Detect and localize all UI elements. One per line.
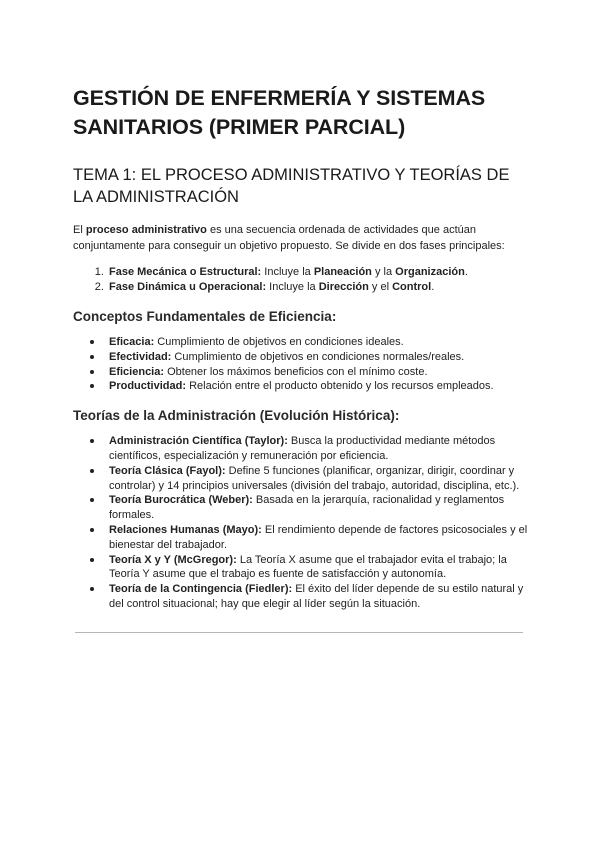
phase-text: . (431, 281, 435, 293)
phase-text: y la (371, 266, 396, 278)
item-text: Relación entre el producto obtenido y los recursos empleados. (186, 380, 494, 393)
topic-title: TEMA 1: EL PROCESO ADMINISTRATIVO Y TEORÍAS DE LA ADMINISTRACIÓN (73, 166, 510, 206)
phase-text: Incluye la (261, 266, 314, 278)
item-term: Administración Científica (Taylor): (109, 435, 288, 448)
phase-item (107, 280, 533, 295)
list-item (107, 350, 533, 365)
document-page (73, 84, 533, 612)
list-item (107, 464, 533, 494)
list-item (107, 335, 533, 350)
intro-text-pre: El (73, 224, 86, 236)
phase-label: Fase Dinámica u Operacional: (109, 281, 267, 293)
list-item (107, 582, 533, 612)
efficiency-heading: Conceptos Fundamentales de Eficiencia: (73, 309, 337, 324)
item-term: Efectividad: (109, 350, 172, 363)
item-term: Teoría de la Contingencia (Fiedler): (109, 583, 293, 596)
document-title: GESTIÓN DE ENFERMERÍA Y SISTEMAS SANITARIOS (PRIMER PARCIAL) (73, 86, 486, 139)
item-text: Basada en la jerarquía, racionalidad y reglamentos formales. (109, 494, 505, 522)
theories-list (73, 434, 533, 612)
phase-text: y el (368, 281, 393, 293)
list-item (107, 493, 533, 523)
phase-term-b: Organización (395, 266, 465, 278)
item-term: Relaciones Humanas (Mayo): (109, 523, 262, 536)
item-term: Teoría Burocrática (Weber): (109, 494, 253, 507)
item-term: Teoría Clásica (Fayol): (109, 464, 226, 477)
item-text: Obtener los máximos beneficios con el mínimo coste. (164, 365, 428, 378)
intro-text-post: es una secuencia ordenada de actividades que actúan conjuntamente para conseguir un objetivo propuesto. Se divide en dos fases principales: (73, 224, 505, 252)
item-term: Eficiencia: (109, 365, 165, 378)
phase-item (107, 265, 533, 280)
horizontal-divider (75, 632, 523, 633)
item-text: El rendimiento depende de factores psicosociales y el bienestar del trabajador. (109, 523, 528, 551)
item-text: Define 5 funciones (planificar, organizar, dirigir, coordinar y controlar) y 14 principios universales (división del trabajo, autoridad, disciplina, etc.). (109, 464, 520, 492)
item-text: Busca la productividad mediante métodos científicos, especialización y remuneración por eficiencia. (109, 435, 496, 462)
item-text: La Teoría X asume que el trabajador evita el trabajo; la Teoría Y asume que el trabajo es fuente de satisfacción y autonomía. (109, 553, 507, 581)
item-term: Teoría X y Y (McGregor): (109, 553, 237, 566)
item-text: El éxito del líder depende de su estilo natural y del control situacional; hay que elegir al líder según la situación. (109, 583, 524, 610)
intro-bold-term: proceso administrativo (85, 224, 207, 236)
efficiency-list (73, 335, 533, 394)
phases-list (73, 265, 533, 295)
item-term: Eficacia: (109, 336, 155, 348)
list-item (107, 365, 533, 380)
item-term: Productividad: (109, 380, 187, 393)
theories-heading: Teorías de la Administración (Evolución Histórica): (73, 408, 400, 424)
phase-term-b: Control (392, 281, 432, 293)
list-item (107, 523, 533, 553)
intro-paragraph (73, 222, 533, 254)
item-text: Cumplimiento de objetivos en condiciones normales/reales. (171, 350, 465, 363)
list-item (107, 434, 533, 464)
list-item (107, 379, 533, 394)
phase-text: . (464, 266, 468, 278)
phase-term-a: Planeación (313, 266, 372, 278)
phase-text: Incluye la (266, 281, 319, 293)
list-item (107, 553, 533, 583)
item-text: Cumplimiento de objetivos en condiciones ideales. (154, 336, 404, 348)
phase-term-a: Dirección (318, 281, 369, 293)
phase-label: Fase Mecánica o Estructural: (109, 266, 262, 278)
